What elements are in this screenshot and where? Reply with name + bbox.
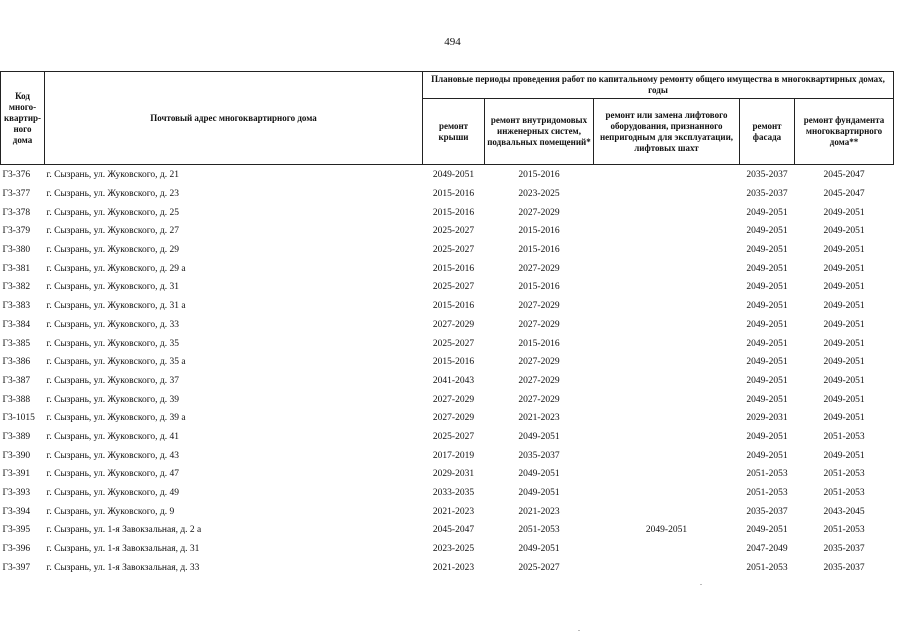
cell-facade: 2049-2051	[746, 394, 788, 405]
cell-roof: 2021-2023	[432, 562, 475, 573]
cell-address: г. Сызрань, ул. Жуковского, д. 37	[46, 375, 179, 386]
cell-elevator	[594, 316, 740, 335]
cell-facade: 2051-2053	[746, 488, 788, 499]
cell-roof: 2015-2016	[432, 263, 475, 274]
cell-roof: 2033-2035	[432, 488, 475, 499]
cell-facade: 2035-2037	[746, 189, 788, 200]
cell-foundation: 2049-2051	[823, 282, 865, 293]
cell-foundation: 2049-2051	[823, 245, 865, 256]
cell-address: г. Сызрань, ул. Жуковского, д. 35 а	[46, 357, 186, 368]
cell-foundation: 2049-2051	[823, 375, 865, 386]
cell-foundation: 2049-2051	[823, 413, 865, 424]
table-row	[1, 297, 894, 316]
table-row	[1, 390, 894, 409]
cell-facade: 2035-2037	[746, 506, 788, 517]
cell-code: Г3-391	[2, 469, 31, 480]
cell-code: Г3-382	[2, 282, 31, 293]
header-roof: ремонт крыши	[423, 99, 485, 165]
cell-address: г. Сызрань, ул. Жуковского, д. 33	[46, 319, 179, 330]
cell-foundation: 2049-2051	[823, 357, 865, 368]
table-row	[1, 241, 894, 260]
cell-code: Г3-390	[2, 450, 31, 461]
cell-roof: 2027-2029	[432, 394, 475, 405]
table-row	[1, 428, 894, 447]
cell-elevator	[594, 297, 740, 316]
cell-facade: 2049-2051	[746, 319, 788, 330]
cell-elevator	[594, 409, 740, 428]
cell-elevator	[594, 259, 740, 278]
cell-address: г. Сызрань, ул. Жуковского, д. 39 а	[46, 413, 186, 424]
cell-roof: 2025-2027	[432, 431, 475, 442]
table-row	[1, 334, 894, 353]
cell-facade: 2051-2053	[746, 469, 788, 480]
cell-foundation: 2049-2051	[823, 394, 865, 405]
cell-facade: 2049-2051	[746, 450, 788, 461]
cell-engineering: 2027-2029	[518, 263, 560, 274]
cell-engineering: 2021-2023	[518, 413, 560, 424]
cell-code: Г3-385	[2, 338, 31, 349]
header-address: Почтовый адрес многоквартирного дома	[45, 72, 423, 165]
cell-elevator	[594, 372, 740, 391]
table-row	[1, 278, 894, 297]
cell-elevator	[594, 278, 740, 297]
cell-code: Г3-377	[2, 189, 31, 200]
cell-code: Г3-387	[2, 375, 31, 386]
cell-elevator	[594, 446, 740, 465]
table-body	[1, 165, 894, 578]
header-code: Код много-квартир-ного дома	[1, 72, 45, 165]
cell-code: Г3-394	[2, 506, 31, 517]
header-periods-group: Плановые периоды проведения работ по капитальному ремонту общего имущества в многоквартирных домах, годы	[423, 72, 894, 99]
cell-elevator	[594, 334, 740, 353]
cell-facade: 2049-2051	[746, 263, 788, 274]
cell-foundation: 2049-2051	[823, 450, 865, 461]
cell-foundation: 2049-2051	[823, 226, 865, 237]
cell-elevator	[594, 558, 740, 577]
cell-engineering: 2015-2016	[518, 170, 560, 181]
cell-engineering: 2027-2029	[518, 319, 560, 330]
cell-engineering: 2025-2027	[518, 562, 560, 573]
cell-elevator	[594, 241, 740, 260]
cell-code: Г3-396	[2, 544, 31, 555]
cell-roof: 2017-2019	[432, 450, 475, 461]
cell-address: г. Сызрань, ул. Жуковского, д. 31 а	[46, 301, 186, 312]
table-row	[1, 316, 894, 335]
cell-address: г. Сызрань, ул. Жуковского, д. 43	[46, 450, 179, 461]
cell-elevator	[594, 165, 740, 185]
cell-roof: 2015-2016	[432, 207, 475, 218]
table-row	[1, 521, 894, 540]
cell-address: г. Сызрань, ул. Жуковского, д. 25	[46, 207, 179, 218]
cell-code: Г3-393	[2, 488, 31, 499]
cell-foundation: 2035-2037	[823, 562, 865, 573]
cell-engineering: 2015-2016	[518, 226, 560, 237]
cell-code: Г3-378	[2, 207, 31, 218]
cell-code: Г3-1015	[2, 413, 35, 424]
header-facade: ремонт фасада	[740, 99, 795, 165]
cell-engineering: 2049-2051	[518, 431, 560, 442]
cell-code: Г3-383	[2, 301, 31, 312]
cell-facade: 2049-2051	[746, 375, 788, 386]
cell-address: г. Сызрань, ул. 1-я Завокзальная, д. 31	[46, 544, 200, 555]
table-row	[1, 353, 894, 372]
cell-address: г. Сызрань, ул. Жуковского, д. 23	[46, 189, 179, 200]
table-row	[1, 203, 894, 222]
cell-address: г. Сызрань, ул. Жуковского, д. 39	[46, 394, 179, 405]
cell-engineering: 2049-2051	[518, 488, 560, 499]
cell-address: г. Сызрань, ул. Жуковского, д. 21	[46, 170, 179, 181]
cell-code: Г3-386	[2, 357, 31, 368]
cell-foundation: 2045-2047	[823, 189, 865, 200]
table-row	[1, 185, 894, 204]
cell-code: Г3-381	[2, 263, 31, 274]
cell-roof: 2049-2051	[432, 170, 475, 181]
cell-engineering: 2015-2016	[518, 338, 560, 349]
cell-code: Г3-379	[2, 226, 31, 237]
cell-facade: 2049-2051	[746, 207, 788, 218]
cell-elevator	[594, 185, 740, 204]
cell-engineering: 2015-2016	[518, 245, 560, 256]
cell-engineering: 2049-2051	[518, 469, 560, 480]
cell-facade: 2035-2037	[746, 170, 788, 181]
cell-roof: 2025-2027	[432, 226, 475, 237]
cell-engineering: 2027-2029	[518, 375, 560, 386]
cell-elevator	[594, 540, 740, 559]
cell-facade: 2049-2051	[746, 431, 788, 442]
cell-roof: 2021-2023	[432, 506, 475, 517]
cell-address: г. Сызрань, ул. Жуковского, д. 27	[46, 226, 179, 237]
table-row	[1, 409, 894, 428]
capital-repair-table	[0, 71, 894, 577]
cell-address: г. Сызрань, ул. Жуковского, д. 31	[46, 282, 179, 293]
cell-facade: 2049-2051	[746, 525, 788, 536]
cell-engineering: 2027-2029	[518, 357, 560, 368]
cell-address: г. Сызрань, ул. Жуковского, д. 29 а	[46, 263, 186, 274]
cell-roof: 2023-2025	[432, 544, 475, 555]
cell-roof: 2025-2027	[432, 245, 475, 256]
cell-code: Г3-376	[2, 170, 31, 181]
cell-address: г. Сызрань, ул. Жуковского, д. 47	[46, 469, 179, 480]
cell-engineering: 2049-2051	[518, 544, 560, 555]
cell-foundation: 2049-2051	[823, 207, 865, 218]
cell-roof: 2027-2029	[432, 413, 475, 424]
cell-facade: 2049-2051	[746, 338, 788, 349]
cell-engineering: 2021-2023	[518, 506, 560, 517]
cell-engineering: 2027-2029	[518, 394, 560, 405]
table-row	[1, 446, 894, 465]
cell-elevator	[594, 428, 740, 447]
cell-facade: 2047-2049	[746, 544, 788, 555]
cell-elevator	[594, 502, 740, 521]
cell-address: г. Сызрань, ул. Жуковского, д. 35	[46, 338, 179, 349]
table-row	[1, 558, 894, 577]
cell-foundation: 2051-2053	[823, 525, 865, 536]
table-row	[1, 540, 894, 559]
cell-roof: 2025-2027	[432, 282, 475, 293]
cell-facade: 2049-2051	[746, 226, 788, 237]
cell-roof: 2029-2031	[432, 469, 475, 480]
cell-foundation: 2051-2053	[823, 431, 865, 442]
cell-elevator	[594, 222, 740, 241]
cell-code: Г3-384	[2, 319, 31, 330]
scan-speck	[700, 584, 702, 585]
cell-code: Г3-389	[2, 431, 31, 442]
cell-foundation: 2035-2037	[823, 544, 865, 555]
cell-facade: 2049-2051	[746, 282, 788, 293]
table-row	[1, 502, 894, 521]
cell-engineering: 2035-2037	[518, 450, 560, 461]
scan-speck	[578, 630, 580, 631]
cell-address: г. Сызрань, ул. 1-я Завокзальная, д. 33	[46, 562, 200, 573]
cell-facade: 2051-2053	[746, 562, 788, 573]
cell-foundation: 2043-2045	[823, 506, 865, 517]
cell-foundation: 2051-2053	[823, 488, 865, 499]
cell-engineering: 2027-2029	[518, 301, 560, 312]
table-row	[1, 259, 894, 278]
table-row	[1, 484, 894, 503]
cell-roof: 2015-2016	[432, 301, 475, 312]
cell-engineering: 2023-2025	[518, 189, 560, 200]
cell-address: г. Сызрань, ул. Жуковского, д. 41	[46, 431, 179, 442]
cell-code: Г3-397	[2, 562, 31, 573]
cell-address: г. Сызрань, ул. Жуковского, д. 29	[46, 245, 179, 256]
cell-engineering: 2027-2029	[518, 207, 560, 218]
cell-code: Г3-380	[2, 245, 31, 256]
page-number: 494	[444, 36, 461, 48]
cell-facade: 2049-2051	[746, 245, 788, 256]
cell-roof: 2027-2029	[432, 319, 475, 330]
cell-code: Г3-395	[2, 525, 31, 536]
cell-elevator	[594, 353, 740, 372]
table-row	[1, 222, 894, 241]
table-row	[1, 465, 894, 484]
cell-roof: 2025-2027	[432, 338, 475, 349]
cell-foundation: 2051-2053	[823, 469, 865, 480]
cell-foundation: 2049-2051	[823, 301, 865, 312]
cell-elevator	[594, 390, 740, 409]
cell-foundation: 2045-2047	[823, 170, 865, 181]
cell-foundation: 2049-2051	[823, 319, 865, 330]
cell-facade: 2049-2051	[746, 301, 788, 312]
cell-address: г. Сызрань, ул. 1-я Завокзальная, д. 2 а	[46, 525, 202, 536]
header-elevator: ремонт или замена лифтового оборудования, признанного непригодным для эксплуатации, лифтовых шахт	[594, 99, 740, 165]
table-row	[1, 372, 894, 391]
cell-elevator	[594, 484, 740, 503]
cell-elevator	[594, 203, 740, 222]
table-row	[1, 165, 894, 185]
cell-engineering: 2051-2053	[518, 525, 560, 536]
cell-engineering: 2015-2016	[518, 282, 560, 293]
cell-foundation: 2049-2051	[823, 338, 865, 349]
cell-elevator	[594, 465, 740, 484]
cell-facade: 2049-2051	[746, 357, 788, 368]
cell-elevator: 2049-2051	[645, 525, 688, 536]
cell-facade: 2029-2031	[746, 413, 788, 424]
cell-address: г. Сызрань, ул. Жуковского, д. 49	[46, 488, 179, 499]
header-foundation: ремонт фундамента многоквартирного дома**	[795, 99, 894, 165]
cell-foundation: 2049-2051	[823, 263, 865, 274]
cell-address: г. Сызрань, ул. Жуковского, д. 9	[46, 506, 175, 517]
cell-roof: 2015-2016	[432, 189, 475, 200]
header-engineering: ремонт внутридомовых инженерных систем, подвальных помещений*	[485, 99, 594, 165]
cell-roof: 2015-2016	[432, 357, 475, 368]
cell-code: Г3-388	[2, 394, 31, 405]
cell-roof: 2045-2047	[432, 525, 475, 536]
cell-roof: 2041-2043	[432, 375, 475, 386]
